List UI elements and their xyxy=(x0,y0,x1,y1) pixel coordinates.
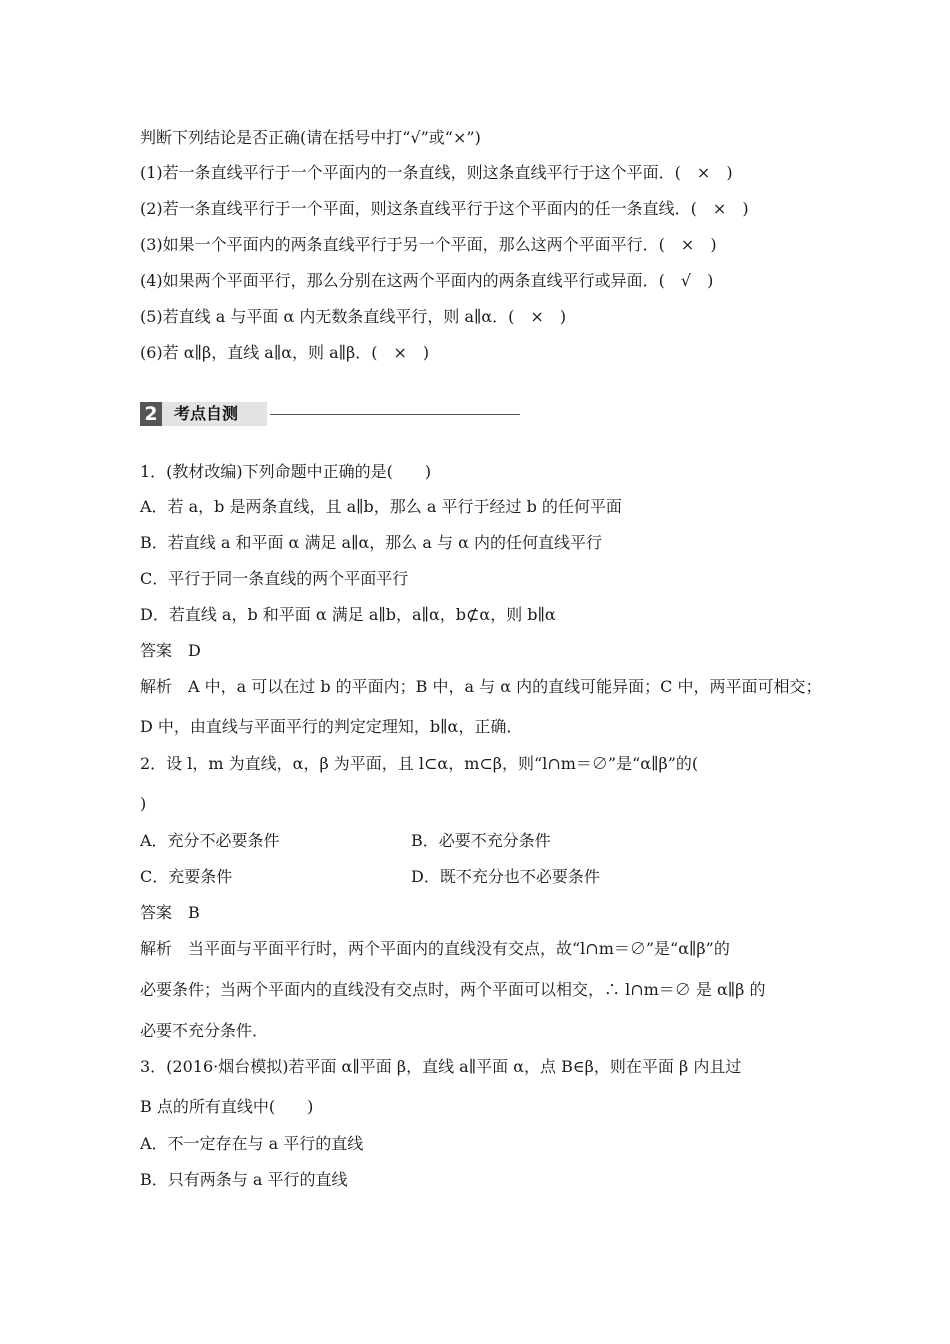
q1-analysis-line-2: D 中，由直线与平面平行的判定定理知，b∥α，正确． xyxy=(140,717,523,736)
q3-stem-line-2: B 点的所有直线中( ) xyxy=(140,1097,314,1116)
q1-option-c: C．平行于同一条直线的两个平面平行 xyxy=(140,569,409,588)
q2-stem-line-1: 2．设 l，m 为直线，α，β 为平面，且 l⊂α，m⊂β，则“l∩m＝∅”是“α∥β”的( xyxy=(140,754,699,773)
q2-option-b: B．必要不充分条件 xyxy=(411,831,551,850)
judge-intro: 判断下列结论是否正确(请在括号中打“√”或“×”) xyxy=(140,128,481,147)
judge-item-1: (1)若一条直线平行于一个平面内的一条直线，则这条直线平行于这个平面．( × ) xyxy=(140,163,733,182)
section-rule xyxy=(270,414,520,415)
q2-analysis-line-3: 必要不充分条件． xyxy=(140,1021,269,1040)
q3-stem-line-1: 3．(2016·烟台模拟)若平面 α∥平面 β，直线 a∥平面 α，点 B∈β，则在平面 β 内且过 xyxy=(140,1057,742,1076)
q1-option-d: D．若直线 a，b 和平面 α 满足 a∥b，a∥α，b⊄α，则 b∥α xyxy=(140,605,556,624)
q2-option-c: C．充要条件 xyxy=(140,867,233,886)
judge-item-2: (2)若一条直线平行于一个平面，则这条直线平行于这个平面内的任一条直线．( × ) xyxy=(140,199,749,218)
q1-stem: 1．(教材改编)下列命题中正确的是( ) xyxy=(140,462,432,481)
judge-item-4: (4)如果两个平面平行，那么分别在这两个平面内的两条直线平行或异面．( √ ) xyxy=(140,271,714,290)
q2-analysis-line-2: 必要条件；当两个平面内的直线没有交点时，两个平面可以相交，∴ l∩m＝∅ 是 α∥β 的 xyxy=(140,980,766,999)
judge-item-3: (3)如果一个平面内的两条直线平行于另一个平面，那么这两个平面平行．( × ) xyxy=(140,235,717,254)
q3-option-b: B．只有两条与 a 平行的直线 xyxy=(140,1170,348,1189)
judge-item-5: (5)若直线 a 与平面 α 内无数条直线平行，则 a∥α．( × ) xyxy=(140,307,567,326)
q2-answer: 答案 B xyxy=(140,903,200,922)
q1-option-b: B．若直线 a 和平面 α 满足 a∥α，那么 a 与 α 内的任何直线平行 xyxy=(140,533,602,552)
q1-analysis-line-1: 解析 A 中，a 可以在过 b 的平面内；B 中，a 与 α 内的直线可能异面；C 中，两平面可相交； xyxy=(140,677,822,696)
section-heading xyxy=(140,402,520,426)
q1-answer: 答案 D xyxy=(140,641,201,660)
q2-option-a: A．充分不必要条件 xyxy=(140,831,280,850)
q2-option-d: D．既不充分也不必要条件 xyxy=(411,867,600,886)
judge-item-6: (6)若 α∥β，直线 a∥α，则 a∥β．( × ) xyxy=(140,343,430,362)
section-number-badge: 2 xyxy=(140,402,162,426)
q1-option-a: A．若 a，b 是两条直线，且 a∥b，那么 a 平行于经过 b 的任何平面 xyxy=(140,497,622,516)
q2-stem-line-2: ) xyxy=(140,794,147,813)
q3-option-a: A．不一定存在与 a 平行的直线 xyxy=(140,1134,364,1153)
q2-analysis-line-1: 解析 当平面与平面平行时，两个平面内的直线没有交点，故“l∩m＝∅”是“α∥β”的 xyxy=(140,939,730,958)
section-title: 考点自测 xyxy=(162,402,267,426)
